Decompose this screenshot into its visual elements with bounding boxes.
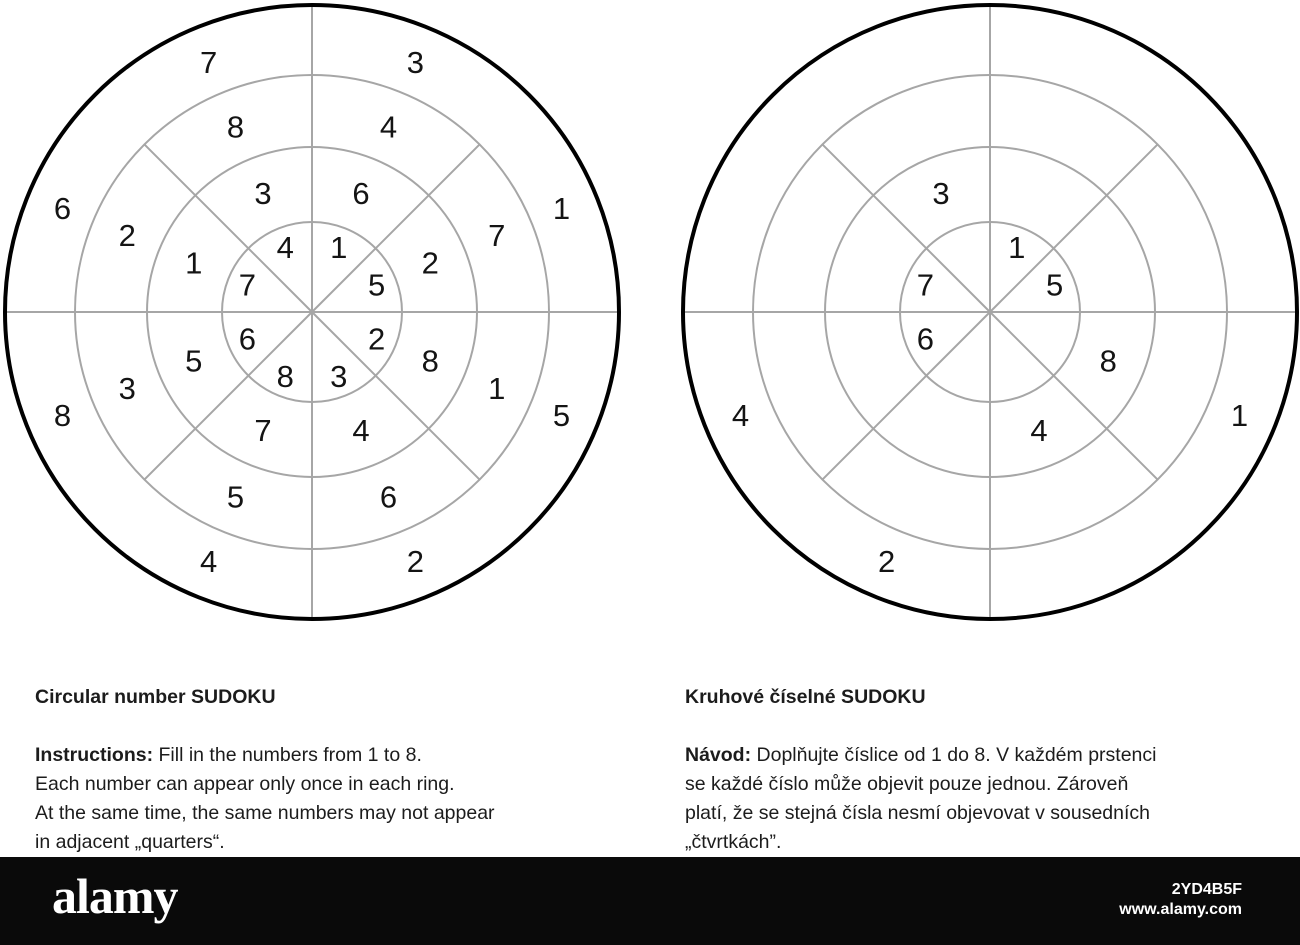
cell-number: 3 xyxy=(254,176,272,212)
cell-number: 1 xyxy=(1230,397,1249,433)
cell-number: 2 xyxy=(406,543,424,579)
cell-number: 4 xyxy=(276,229,294,265)
navod-label: Návod: xyxy=(685,744,752,766)
navod-line-1: Návod: Doplňujte číslice od 1 do 8. V každém prstenci xyxy=(685,744,1157,766)
cell-number: 5 xyxy=(368,267,386,303)
instructions-line-4: in adjacent „quarters“. xyxy=(35,831,225,853)
cell-number: 8 xyxy=(226,109,245,145)
cell-number: 7 xyxy=(254,412,272,448)
cell-number: 3 xyxy=(406,45,424,81)
alamy-logo: alamy xyxy=(52,868,178,924)
instructions-line-3: At the same time, the same numbers may not appear xyxy=(35,802,495,824)
cell-number: 5 xyxy=(226,479,245,515)
cell-number: 7 xyxy=(200,45,218,81)
cell-number: 7 xyxy=(238,267,256,303)
cell-number: 8 xyxy=(276,359,294,395)
cell-number: 8 xyxy=(421,343,439,379)
cell-number: 1 xyxy=(1008,229,1026,265)
cell-number: 3 xyxy=(330,359,348,395)
sudoku-wheel-blank xyxy=(683,5,1297,619)
title-czech: Kruhové číselné SUDOKU xyxy=(685,686,926,708)
navod-line-2: se každé číslo může objevit pouze jednou. Zároveň xyxy=(685,773,1129,795)
cell-number: 5 xyxy=(185,343,203,379)
cell-number: 1 xyxy=(552,191,571,227)
cell-number: 1 xyxy=(488,371,506,407)
title-english: Circular number SUDOKU xyxy=(35,686,276,708)
navod-line-3: platí, že se stejná čísla nesmí objevovat v sousedních xyxy=(685,802,1151,824)
cell-number: 8 xyxy=(53,397,72,433)
cell-number: 2 xyxy=(878,543,896,579)
navod-line-4: „čtvrtkách”. xyxy=(685,831,782,853)
cell-number: 6 xyxy=(916,321,934,357)
cell-number: 3 xyxy=(932,176,950,212)
cell-number: 8 xyxy=(1099,343,1117,379)
cell-number: 5 xyxy=(552,397,571,433)
cell-number: 7 xyxy=(488,217,506,253)
cell-number: 2 xyxy=(368,321,386,357)
cell-number: 7 xyxy=(916,267,934,303)
cell-number: 1 xyxy=(330,229,348,265)
watermark-footer xyxy=(0,857,1300,945)
cell-number: 4 xyxy=(379,109,398,145)
cell-number: 2 xyxy=(421,245,439,281)
cell-number: 3 xyxy=(118,371,136,407)
cell-number: 4 xyxy=(1030,412,1048,448)
instructions-english xyxy=(35,683,635,857)
cell-number: 4 xyxy=(731,397,750,433)
instructions-label: Instructions: xyxy=(35,744,154,766)
image-id: 2YD4B5F xyxy=(1171,881,1242,898)
cell-number: 2 xyxy=(118,217,136,253)
cell-number: 4 xyxy=(352,412,370,448)
instructions-line-2: Each number can appear only once in each ring. xyxy=(35,773,455,795)
instructions-line-1: Instructions: Fill in the numbers from 1 to 8. xyxy=(35,744,422,766)
cell-number: 4 xyxy=(200,543,218,579)
cell-number: 6 xyxy=(352,176,370,212)
instructions-czech xyxy=(685,683,1285,857)
cell-number: 1 xyxy=(185,245,203,281)
cell-number: 6 xyxy=(53,191,72,227)
cell-number: 6 xyxy=(238,321,256,357)
cell-number: 6 xyxy=(379,479,398,515)
cell-number: 5 xyxy=(1046,267,1064,303)
sudoku-wheel-solved xyxy=(5,5,619,619)
site-url: www.alamy.com xyxy=(1119,901,1242,918)
